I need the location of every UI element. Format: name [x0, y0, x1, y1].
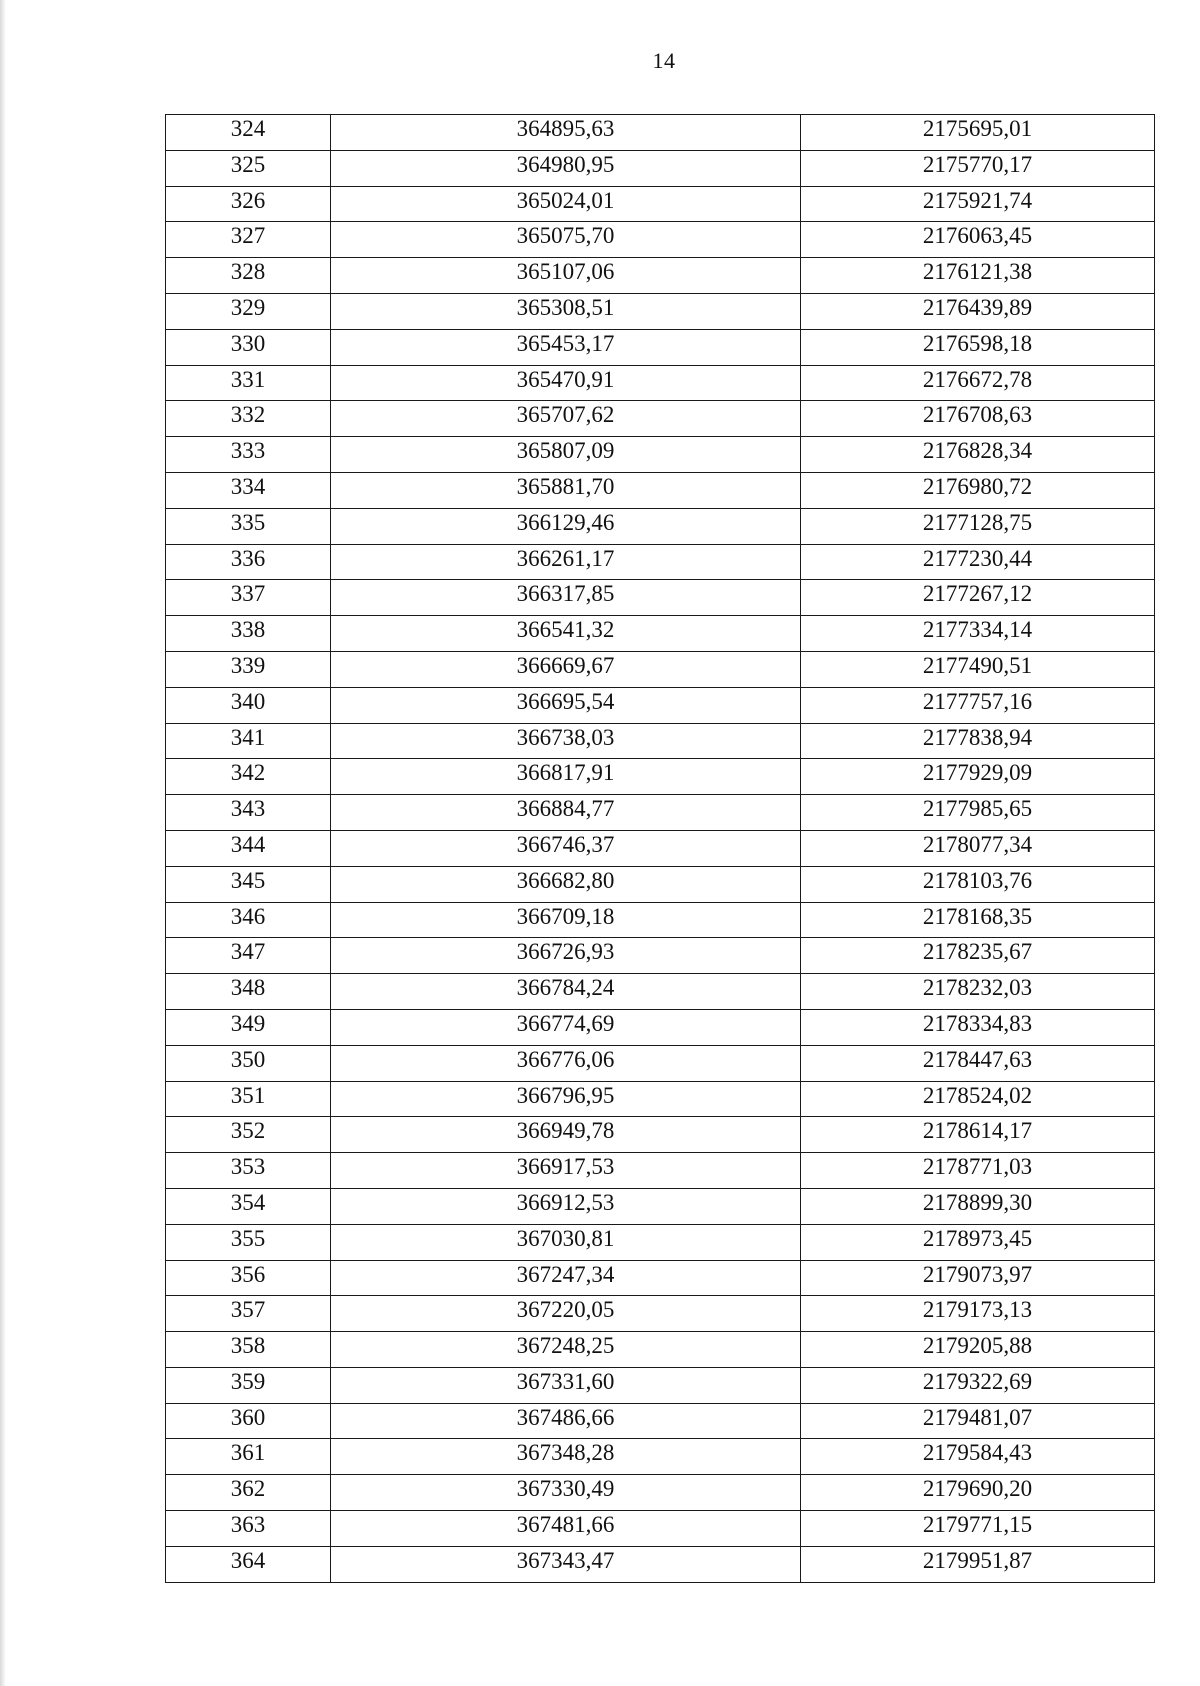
x-coordinate-cell: 366774,69 — [331, 1009, 801, 1045]
x-coordinate-cell: 367220,05 — [331, 1296, 801, 1332]
y-coordinate-cell: 2176980,72 — [801, 472, 1155, 508]
point-number-cell: 363 — [166, 1511, 331, 1547]
y-coordinate-cell: 2178899,30 — [801, 1188, 1155, 1224]
x-coordinate-cell: 367348,28 — [331, 1439, 801, 1475]
table-row — [166, 1153, 1155, 1189]
point-number-cell: 326 — [166, 186, 331, 222]
x-coordinate-cell: 367247,34 — [331, 1260, 801, 1296]
x-coordinate-cell: 367331,60 — [331, 1367, 801, 1403]
point-number-cell: 339 — [166, 651, 331, 687]
table-row — [166, 508, 1155, 544]
x-coordinate-cell: 366317,85 — [331, 580, 801, 616]
point-number-cell: 347 — [166, 938, 331, 974]
point-number-cell: 334 — [166, 472, 331, 508]
table-row — [166, 616, 1155, 652]
y-coordinate-cell: 2178168,35 — [801, 902, 1155, 938]
x-coordinate-cell: 365075,70 — [331, 222, 801, 258]
x-coordinate-cell: 366738,03 — [331, 723, 801, 759]
point-number-cell: 359 — [166, 1367, 331, 1403]
point-number-cell: 328 — [166, 258, 331, 294]
y-coordinate-cell: 2178103,76 — [801, 866, 1155, 902]
coordinates-table-body — [166, 115, 1155, 1583]
y-coordinate-cell: 2177334,14 — [801, 616, 1155, 652]
x-coordinate-cell: 366746,37 — [331, 830, 801, 866]
point-number-cell: 361 — [166, 1439, 331, 1475]
page-number: 14 — [652, 48, 676, 73]
point-number-cell: 342 — [166, 759, 331, 795]
point-number-cell: 348 — [166, 974, 331, 1010]
y-coordinate-cell: 2179481,07 — [801, 1403, 1155, 1439]
table-row — [166, 1188, 1155, 1224]
table-row — [166, 401, 1155, 437]
table-row — [166, 723, 1155, 759]
point-number-cell: 362 — [166, 1475, 331, 1511]
y-coordinate-cell: 2178973,45 — [801, 1224, 1155, 1260]
x-coordinate-cell: 365024,01 — [331, 186, 801, 222]
table-row — [166, 1296, 1155, 1332]
point-number-cell: 355 — [166, 1224, 331, 1260]
y-coordinate-cell: 2178232,03 — [801, 974, 1155, 1010]
y-coordinate-cell: 2176828,34 — [801, 437, 1155, 473]
table-row — [166, 1439, 1155, 1475]
y-coordinate-cell: 2176672,78 — [801, 365, 1155, 401]
table-row — [166, 186, 1155, 222]
point-number-cell: 353 — [166, 1153, 331, 1189]
table-row — [166, 902, 1155, 938]
y-coordinate-cell: 2179073,97 — [801, 1260, 1155, 1296]
table-row — [166, 329, 1155, 365]
table-row — [166, 1045, 1155, 1081]
x-coordinate-cell: 364980,95 — [331, 150, 801, 186]
x-coordinate-cell: 365881,70 — [331, 472, 801, 508]
table-row — [166, 1117, 1155, 1153]
y-coordinate-cell: 2177757,16 — [801, 687, 1155, 723]
y-coordinate-cell: 2177929,09 — [801, 759, 1155, 795]
table-row — [166, 1511, 1155, 1547]
x-coordinate-cell: 365308,51 — [331, 293, 801, 329]
point-number-cell: 344 — [166, 830, 331, 866]
x-coordinate-cell: 367481,66 — [331, 1511, 801, 1547]
point-number-cell: 351 — [166, 1081, 331, 1117]
y-coordinate-cell: 2177838,94 — [801, 723, 1155, 759]
point-number-cell: 335 — [166, 508, 331, 544]
point-number-cell: 341 — [166, 723, 331, 759]
table-row — [166, 222, 1155, 258]
point-number-cell: 336 — [166, 544, 331, 580]
table-row — [166, 1009, 1155, 1045]
table-row — [166, 437, 1155, 473]
y-coordinate-cell: 2177985,65 — [801, 795, 1155, 831]
x-coordinate-cell: 366917,53 — [331, 1153, 801, 1189]
x-coordinate-cell: 364895,63 — [331, 115, 801, 151]
y-coordinate-cell: 2178077,34 — [801, 830, 1155, 866]
point-number-cell: 327 — [166, 222, 331, 258]
table-row — [166, 1475, 1155, 1511]
y-coordinate-cell: 2178771,03 — [801, 1153, 1155, 1189]
table-row — [166, 651, 1155, 687]
point-number-cell: 364 — [166, 1546, 331, 1582]
y-coordinate-cell: 2177128,75 — [801, 508, 1155, 544]
table-row — [166, 1081, 1155, 1117]
x-coordinate-cell: 366695,54 — [331, 687, 801, 723]
x-coordinate-cell: 366817,91 — [331, 759, 801, 795]
x-coordinate-cell: 366726,93 — [331, 938, 801, 974]
y-coordinate-cell: 2179322,69 — [801, 1367, 1155, 1403]
point-number-cell: 337 — [166, 580, 331, 616]
y-coordinate-cell: 2177490,51 — [801, 651, 1155, 687]
y-coordinate-cell: 2179173,13 — [801, 1296, 1155, 1332]
x-coordinate-cell: 366776,06 — [331, 1045, 801, 1081]
x-coordinate-cell: 366784,24 — [331, 974, 801, 1010]
table-row — [166, 580, 1155, 616]
y-coordinate-cell: 2176439,89 — [801, 293, 1155, 329]
table-row — [166, 687, 1155, 723]
point-number-cell: 330 — [166, 329, 331, 365]
x-coordinate-cell: 366796,95 — [331, 1081, 801, 1117]
table-row — [166, 1367, 1155, 1403]
table-row — [166, 1332, 1155, 1368]
table-row — [166, 115, 1155, 151]
point-number-cell: 333 — [166, 437, 331, 473]
table-row — [166, 830, 1155, 866]
x-coordinate-cell: 365707,62 — [331, 401, 801, 437]
coordinates-table — [165, 114, 1155, 1583]
table-row — [166, 1546, 1155, 1582]
y-coordinate-cell: 2177230,44 — [801, 544, 1155, 580]
point-number-cell: 343 — [166, 795, 331, 831]
table-row — [166, 795, 1155, 831]
y-coordinate-cell: 2178614,17 — [801, 1117, 1155, 1153]
x-coordinate-cell: 366709,18 — [331, 902, 801, 938]
x-coordinate-cell: 365107,06 — [331, 258, 801, 294]
x-coordinate-cell: 366129,46 — [331, 508, 801, 544]
x-coordinate-cell: 367486,66 — [331, 1403, 801, 1439]
point-number-cell: 332 — [166, 401, 331, 437]
x-coordinate-cell: 366541,32 — [331, 616, 801, 652]
table-row — [166, 974, 1155, 1010]
x-coordinate-cell: 366949,78 — [331, 1117, 801, 1153]
x-coordinate-cell: 365453,17 — [331, 329, 801, 365]
y-coordinate-cell: 2176598,18 — [801, 329, 1155, 365]
table-row — [166, 258, 1155, 294]
y-coordinate-cell: 2175921,74 — [801, 186, 1155, 222]
x-coordinate-cell: 366669,67 — [331, 651, 801, 687]
point-number-cell: 350 — [166, 1045, 331, 1081]
table-row — [166, 365, 1155, 401]
table-row — [166, 938, 1155, 974]
x-coordinate-cell: 366682,80 — [331, 866, 801, 902]
point-number-cell: 346 — [166, 902, 331, 938]
point-number-cell: 329 — [166, 293, 331, 329]
point-number-cell: 354 — [166, 1188, 331, 1224]
table-row — [166, 544, 1155, 580]
point-number-cell: 325 — [166, 150, 331, 186]
x-coordinate-cell: 367330,49 — [331, 1475, 801, 1511]
y-coordinate-cell: 2175770,17 — [801, 150, 1155, 186]
point-number-cell: 349 — [166, 1009, 331, 1045]
y-coordinate-cell: 2176708,63 — [801, 401, 1155, 437]
table-row — [166, 472, 1155, 508]
y-coordinate-cell: 2179205,88 — [801, 1332, 1155, 1368]
table-row — [166, 1260, 1155, 1296]
point-number-cell: 338 — [166, 616, 331, 652]
y-coordinate-cell: 2178334,83 — [801, 1009, 1155, 1045]
y-coordinate-cell: 2176063,45 — [801, 222, 1155, 258]
x-coordinate-cell: 365470,91 — [331, 365, 801, 401]
x-coordinate-cell: 367030,81 — [331, 1224, 801, 1260]
point-number-cell: 356 — [166, 1260, 331, 1296]
table-row — [166, 866, 1155, 902]
x-coordinate-cell: 366912,53 — [331, 1188, 801, 1224]
table-row — [166, 1403, 1155, 1439]
point-number-cell: 324 — [166, 115, 331, 151]
y-coordinate-cell: 2179690,20 — [801, 1475, 1155, 1511]
point-number-cell: 340 — [166, 687, 331, 723]
point-number-cell: 345 — [166, 866, 331, 902]
scan-edge-shadow — [0, 0, 6, 1686]
x-coordinate-cell: 365807,09 — [331, 437, 801, 473]
point-number-cell: 357 — [166, 1296, 331, 1332]
point-number-cell: 360 — [166, 1403, 331, 1439]
point-number-cell: 358 — [166, 1332, 331, 1368]
table-row — [166, 759, 1155, 795]
y-coordinate-cell: 2178447,63 — [801, 1045, 1155, 1081]
point-number-cell: 352 — [166, 1117, 331, 1153]
y-coordinate-cell: 2175695,01 — [801, 115, 1155, 151]
y-coordinate-cell: 2177267,12 — [801, 580, 1155, 616]
x-coordinate-cell: 366884,77 — [331, 795, 801, 831]
table-row — [166, 293, 1155, 329]
y-coordinate-cell: 2179951,87 — [801, 1546, 1155, 1582]
y-coordinate-cell: 2179771,15 — [801, 1511, 1155, 1547]
y-coordinate-cell: 2176121,38 — [801, 258, 1155, 294]
x-coordinate-cell: 367248,25 — [331, 1332, 801, 1368]
x-coordinate-cell: 366261,17 — [331, 544, 801, 580]
y-coordinate-cell: 2178524,02 — [801, 1081, 1155, 1117]
y-coordinate-cell: 2178235,67 — [801, 938, 1155, 974]
y-coordinate-cell: 2179584,43 — [801, 1439, 1155, 1475]
point-number-cell: 331 — [166, 365, 331, 401]
table-row — [166, 150, 1155, 186]
x-coordinate-cell: 367343,47 — [331, 1546, 801, 1582]
table-row — [166, 1224, 1155, 1260]
